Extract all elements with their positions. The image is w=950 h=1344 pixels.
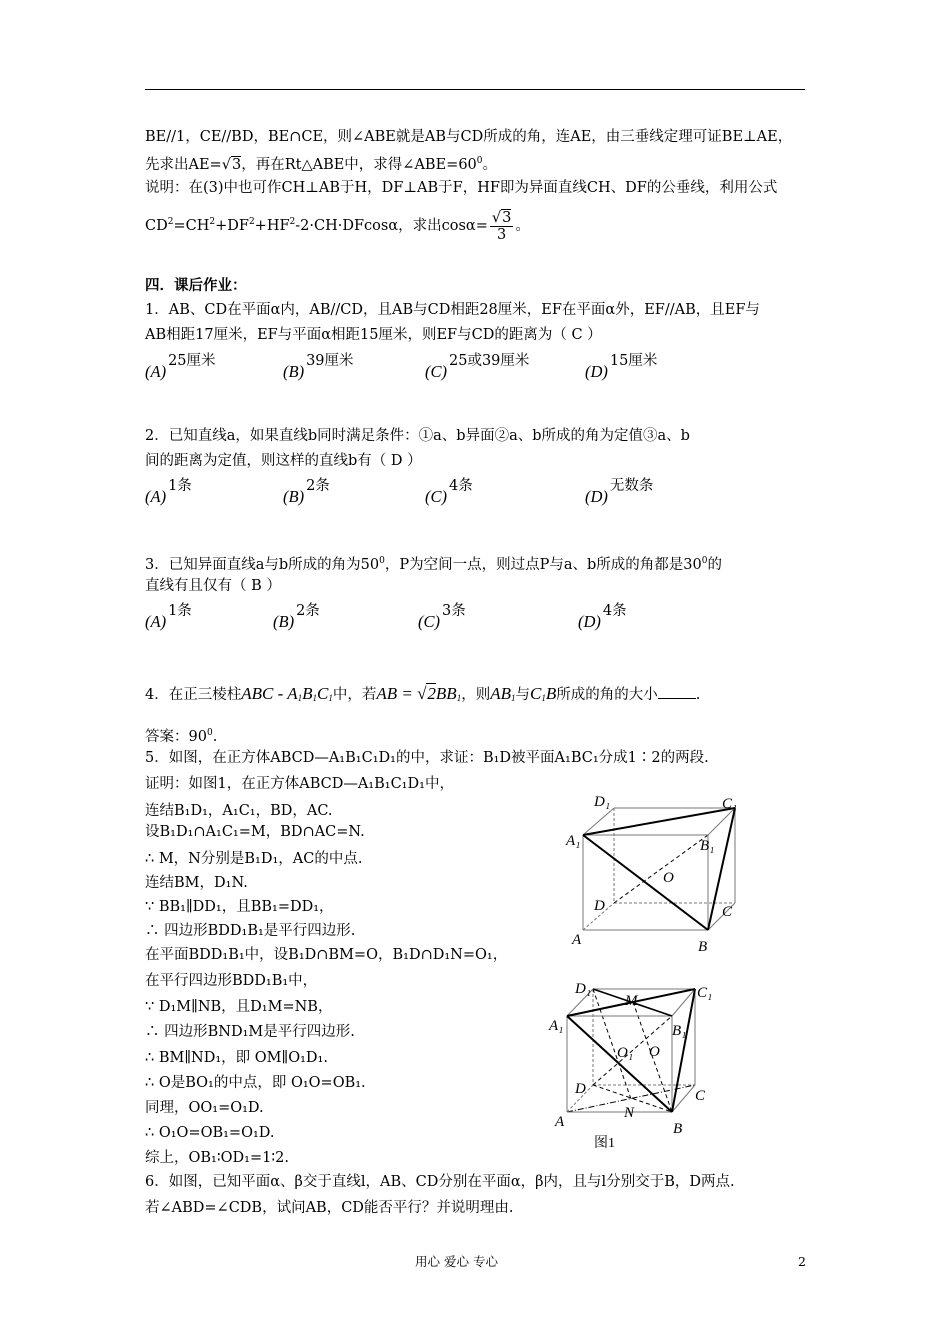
proof-line: 综上，OB₁∶OD₁=1∶2. xyxy=(145,1150,289,1166)
seg-c1-b xyxy=(672,989,695,1112)
proof-line: 在平面BDD₁B₁中，设B₁D∩BM=O，B₁D∩D₁N=O₁， xyxy=(145,947,508,963)
label-o1: O₁ xyxy=(617,1045,634,1061)
q1-option-c: (C)25或39厘米 xyxy=(425,353,530,381)
answer-blank xyxy=(658,686,696,699)
proof-line: ∴ BM∥ND₁，即 OM∥O₁D₁. xyxy=(145,1050,328,1066)
label-c: C xyxy=(695,1088,706,1104)
seg-a1-b xyxy=(567,1016,672,1112)
q2-option-d: (D)无数条 xyxy=(585,478,654,506)
label-c1: C₁ xyxy=(722,796,738,812)
label-o: O xyxy=(649,1044,660,1060)
proof-line: ∴ 四边形BND₁M是平行四边形. xyxy=(145,1024,355,1040)
q3-option-a: (A)1条 xyxy=(145,603,192,631)
intro-line-2: 先求出AE=√3，再在Rt△ABE中，求得$\angle ABE=60^0$。 xyxy=(145,156,498,173)
proof-line: ∴ O₁O=OB₁=O₁D. xyxy=(145,1125,275,1141)
label-c: C xyxy=(722,904,733,920)
q1-line-2: AB相距17厘米，EF与平面α相距15厘米，则EF与CD的距离为（ C ） xyxy=(145,327,602,343)
label-b1: B₁ xyxy=(700,838,715,854)
q4-answer: 答案：$90^0$. xyxy=(145,728,218,745)
q5-line-1: 5．如图，在正方体ABCD—A₁B₁C₁D₁的中，求证：B₁D被平面A₁BC₁分成1∶2的两段. xyxy=(145,750,709,766)
proof-line: 证明：如图1，在正方体ABCD—A₁B₁C₁D₁中， xyxy=(145,776,454,792)
label-a: A xyxy=(555,1114,565,1130)
figure-caption: 图1 xyxy=(594,1136,615,1151)
q2-option-c: (C)4条 xyxy=(425,478,473,506)
label-o: O xyxy=(663,870,674,886)
q1-option-b: (B)39厘米 xyxy=(283,353,354,381)
section-title: 四．课后作业： xyxy=(145,277,247,294)
q1-line-1: 1．AB、CD在平面α内，AB//CD，且AB与CD相距28厘米，EF在平面α外，EF//AB，且EF与 xyxy=(145,302,760,318)
proof-line: 设B₁D₁∩A₁C₁=M，BD∩AC=N. xyxy=(145,824,365,840)
q3-line-2: 直线有且仅有（ B ） xyxy=(145,578,281,594)
intro-line-1: BE//1，CE//BD，BE∩CE，则∠ABE就是AB与CD所成的角，连AE，由三垂线定理可证BE⊥AE， xyxy=(145,129,793,145)
label-d: D xyxy=(594,898,605,914)
q3-line-1: 3．已知异面直线a与b所成的角为$50^0$，P为空间一点，则过点P与a、b所成的角都是$30^0$的 xyxy=(145,556,722,573)
seg-a1-b xyxy=(583,835,708,930)
q3-option-d: (D)4条 xyxy=(578,603,627,631)
q2-line-1: 2．已知直线a，如果直线b同时满足条件：①a、b异面②a、b所成的角为定值③a、b xyxy=(145,428,690,444)
proof-line: 连结BM，D₁N. xyxy=(145,875,248,891)
label-a: A xyxy=(572,932,582,948)
cos-fraction: $\frac{√3}{3}$ xyxy=(491,209,512,243)
label-d: D xyxy=(575,1081,586,1097)
label-a1: A₁ xyxy=(549,1018,564,1034)
page-number: 2 xyxy=(798,1254,806,1269)
q1-option-d: (D)15厘米 xyxy=(585,353,658,381)
intro-line-3: 说明：在(3)中也可作CH⊥AB于H，DF⊥AB于F，HF即为异面直线CH、DF的公垂线，利用公式 xyxy=(145,180,778,196)
label-d1: D₁ xyxy=(575,981,592,997)
header-rule xyxy=(145,89,805,90)
q6-line-2: 若∠ABD=∠CDB，试问AB，CD能否平行？并说明理由. xyxy=(145,1200,514,1216)
q3-option-b: (B)2条 xyxy=(273,603,320,631)
proof-line: ∴ M，N分别是B₁D₁，AC的中点. xyxy=(145,851,363,867)
proof-line: ∴ O是BO₁的中点，即 O₁O=OB₁. xyxy=(145,1075,366,1091)
q2-option-b: (B)2条 xyxy=(283,478,330,506)
q2-option-a: (A)1条 xyxy=(145,478,192,506)
q4-line: 4．在正三棱柱ABC - $A_1B_1C_1$中，若AB = $√2BB_1$，则$AB_1$与$C_1B$所成的角的大小 . xyxy=(145,684,701,703)
proof-line: ∴ 四边形BDD₁B₁是平行四边形. xyxy=(145,923,356,939)
proof-line: ∵ BB₁∥DD₁，且BB₁=DD₁， xyxy=(145,899,334,915)
proof-line: ∵ D₁M∥NB，且D₁M=NB， xyxy=(145,999,333,1015)
label-d1: D₁ xyxy=(594,794,611,810)
label-m: M xyxy=(625,993,638,1009)
cube-figure-2 xyxy=(545,975,745,1160)
label-c1: C₁ xyxy=(697,985,713,1001)
label-b: B xyxy=(673,1121,683,1137)
proof-line: 连结B₁D₁，A₁C₁，BD，AC. xyxy=(145,803,333,819)
q2-line-2: 间的距离为定值，则这样的直线b有（ D ） xyxy=(145,453,422,469)
label-n: N xyxy=(624,1105,635,1121)
q1-option-a: (A)25厘米 xyxy=(145,353,216,381)
q3-option-c: (C)3条 xyxy=(418,603,466,631)
cube-figure-1 xyxy=(560,790,750,960)
intro-line-4: $CD^2=CH^2+DF^2+HF^2-2\cdot CH\cdot DFcos\alpha$，求出cosα= $\frac{√3}{3}$ 。 xyxy=(145,209,530,243)
footer-slogan: 用心 爱心 专心 xyxy=(415,1254,498,1269)
label-b1: B₁ xyxy=(672,1023,687,1039)
q6-line-1: 6．如图，已知平面α、β交于直线l，AB、CD分别在平面α，β内，且与l分别交于B，D两点. xyxy=(145,1174,735,1190)
label-b: B xyxy=(698,939,708,955)
label-a1: A₁ xyxy=(566,833,581,849)
proof-line: 在平行四边形BDD₁B₁中， xyxy=(145,973,318,989)
proof-line: 同理，OO₁=O₁D. xyxy=(145,1100,264,1116)
